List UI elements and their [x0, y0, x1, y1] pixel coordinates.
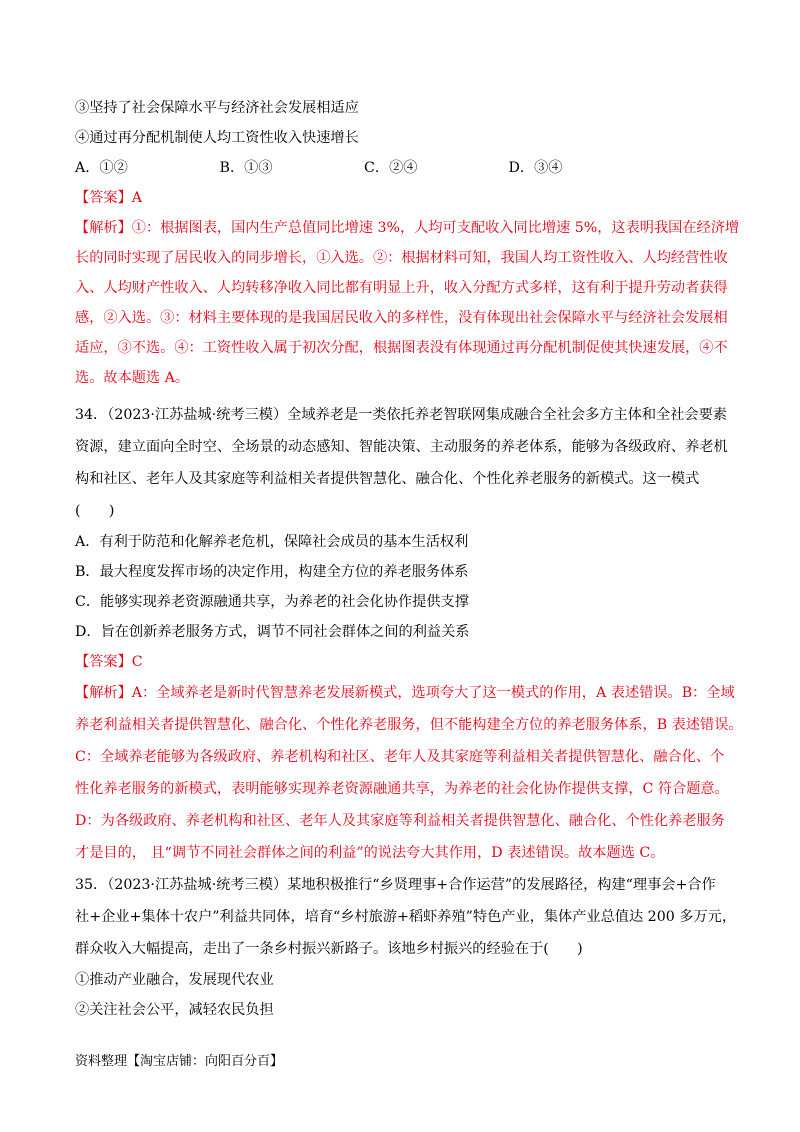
q33-analysis-5: 适应，③不选。④：工资性收入属于初次分配，根据图表没有体现通过再分配机制促使其快速发展，④不 — [75, 340, 728, 356]
q34-analysis-4: 性化养老服务的新模式，表明能够实现养老资源融通共享，为养老的社会化协作提供支撑，C 符合题意。 — [75, 781, 729, 797]
q33-choice-b: B．①③ — [219, 160, 273, 176]
q33-analysis-1: 【解析】①：根据图表，国内生产总值同比增速 3%，人均可支配收入同比增速 5%，这表明我国在经济增 — [75, 220, 740, 236]
q35-stem-2: 社+企业+集体十农户”利益共同体，培育“乡村旅游+稻虾养殖”特色产业，集体产业总值达 200 多万元， — [75, 909, 737, 925]
q34-stem-1: 34．（2023·江苏盐城·统考三模）全域养老是一类依托养老智联网集成融合全社会多方主体和全社会要素 — [75, 407, 727, 423]
q33-choice-a: A．①② — [75, 160, 128, 176]
q34-option-b: B．最大程度发挥市场的决定作用，构建全方位的养老服务体系 — [75, 564, 469, 580]
q35-stem-3: 群众收入大幅提高，走出了一条乡村振兴新路子。该地乡村振兴的经验在于( ) — [75, 941, 583, 957]
q33-option-4: ④通过再分配机制使人均工资性收入快速增长 — [75, 130, 359, 146]
q34-stem-4: ( ) — [75, 503, 115, 519]
q34-option-d: D．旨在创新养老服务方式，调节不同社会群体之间的利益关系 — [75, 624, 470, 640]
q33-analysis-3: 入、人均财产性收入、人均转移净收入同比都有明显上升，收入分配方式多样，这有利于提升劳动者获得 — [75, 280, 728, 296]
q33-analysis-6: 选。故本题选 A。 — [75, 370, 190, 386]
q34-analysis-1: 【解析】A：全域养老是新时代智慧养老发展新模式，选项夸大了这一模式的作用，A 表述错误。B：全域 — [75, 685, 735, 701]
q34-option-c: C．能够实现养老资源融通共享，为养老的社会化协作提供支撑 — [75, 594, 469, 610]
q34-analysis-5: D：为各级政府、养老机构和社区、老年人及其家庭等利益相关者提供智慧化、融合化、个性化养老服务 — [75, 813, 725, 829]
q33-option-3: ③坚持了社会保障水平与经济社会发展相适应 — [75, 100, 359, 116]
q34-analysis-2: 养老利益相关者提供智慧化、融合化、个性化养老服务，但不能构建全方位的养老服务体系，B 表述错误。 — [75, 717, 743, 733]
q33-choice-d: D．③④ — [508, 160, 563, 176]
q34-analysis-6: 才是目的， 且“调节不同社会群体之间的利益”的说法夸大其作用，D 表述错误。故本题选 C。 — [75, 845, 665, 861]
q34-analysis-3: C：全域养老能够为各级政府、养老机构和社区、老年人及其家庭等利益相关者提供智慧化、融合化、个 — [75, 749, 725, 765]
q34-answer: 【答案】C — [75, 654, 143, 670]
q34-option-a: A．有利于防范和化解养老危机，保障社会成员的基本生活权利 — [75, 534, 469, 550]
q33-choices — [75, 158, 563, 178]
q33-choice-c: C．②④ — [364, 160, 418, 176]
page-footer: 资料整理【淘宝店铺：向阳百分百】 — [75, 1054, 284, 1069]
q33-answer: 【答案】A — [75, 190, 142, 206]
q33-analysis-4: 感，②入选。③：材料主要体现的是我国居民收入的多样性，没有体现出社会保障水平与经济社会发展相 — [75, 310, 728, 326]
q35-item-1: ①推动产业融合，发展现代农业 — [75, 972, 274, 988]
q35-item-2: ②关注社会公平，减轻农民负担 — [75, 1002, 274, 1018]
q33-analysis-2: 长的同时实现了居民收入的同步增长，①入选。②：根据材料可知，我国人均工资性收入、人均经营性收 — [75, 250, 728, 266]
q34-stem-2: 资源，建立面向全时空、全场景的动态感知、智能决策、主动服务的养老体系，能够为各级政府、养老机 — [75, 439, 728, 455]
q34-stem-3: 构和社区、老年人及其家庭等利益相关者提供智慧化、融合化、个性化养老服务的新模式。这一模式 — [75, 471, 700, 487]
q35-stem-1: 35．（2023·江苏盐城·统考三模）某地积极推行“乡贤理事+合作运营”的发展路径，构建“理事会+合作 — [75, 877, 716, 893]
